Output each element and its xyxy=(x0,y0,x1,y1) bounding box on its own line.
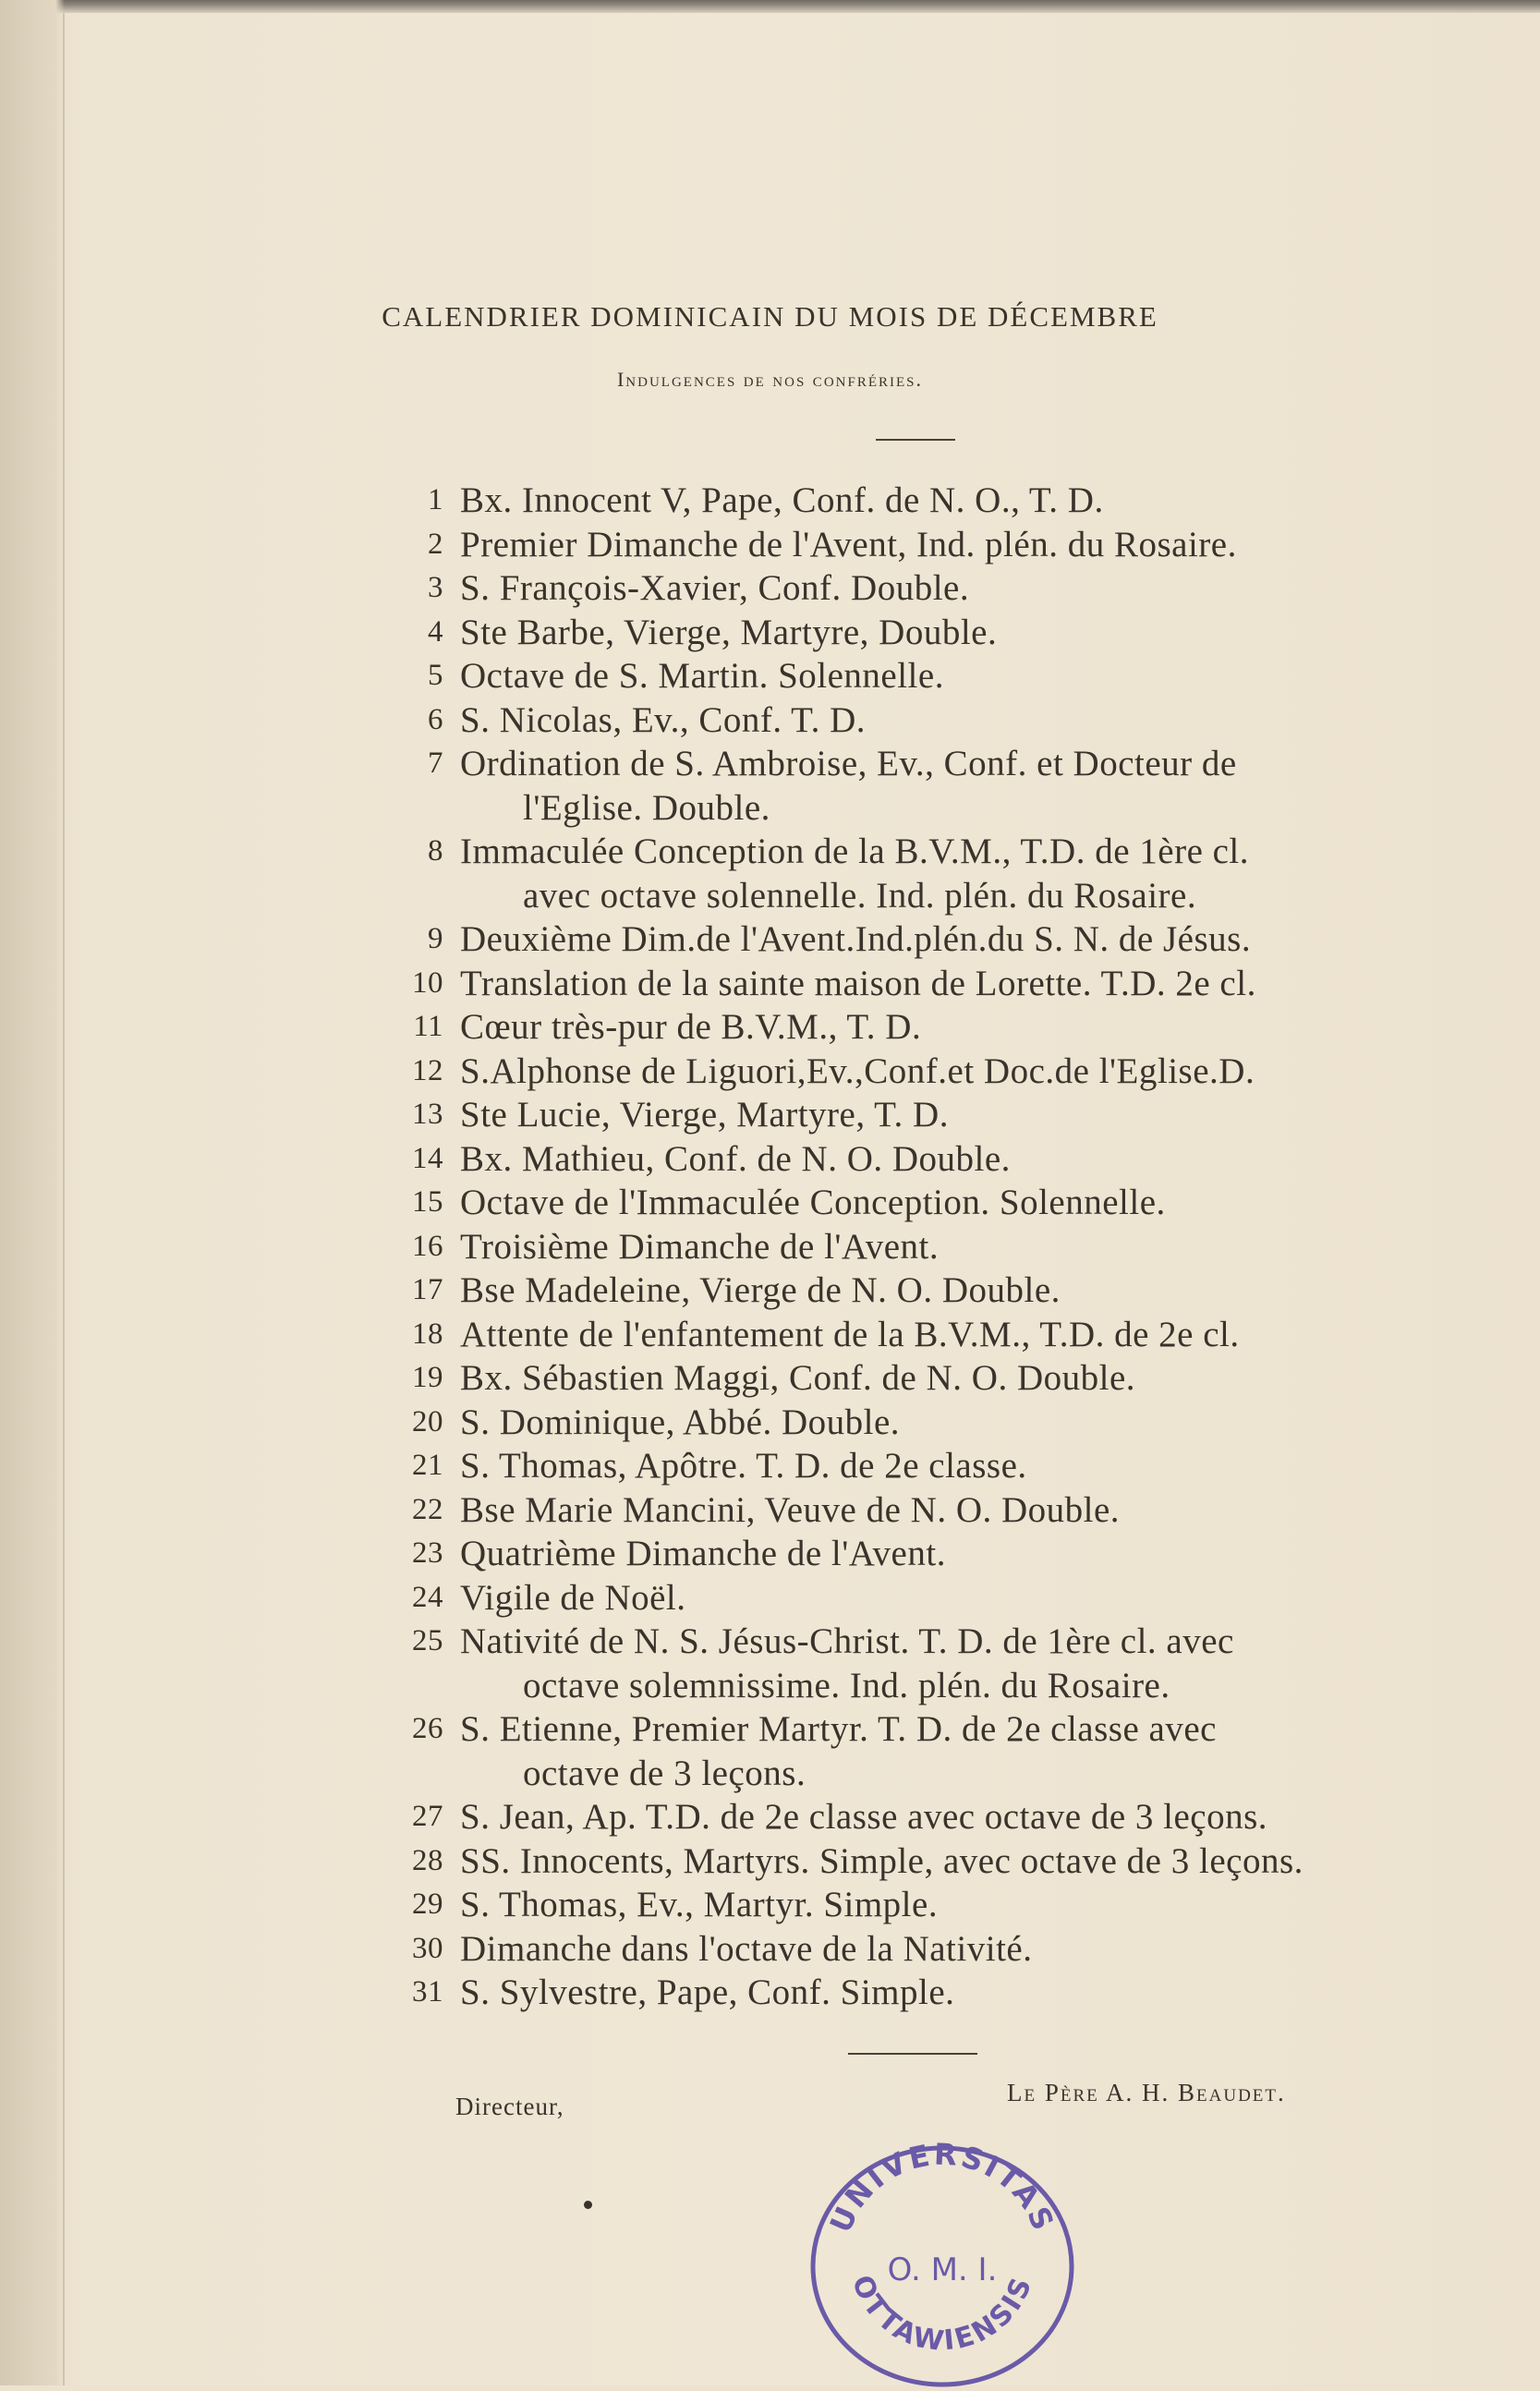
entry-day: 14 xyxy=(412,1141,443,1175)
entry-day: 15 xyxy=(412,1185,443,1219)
entry-text xyxy=(460,830,1467,917)
entry-text xyxy=(460,1005,1467,1050)
entry-day: 27 xyxy=(412,1800,443,1833)
entry-text xyxy=(460,1137,1467,1182)
entry-day: 21 xyxy=(412,1449,443,1482)
calendar-list xyxy=(383,479,1473,2015)
entry-line: Deuxième Dim.de l'Avent.Ind.plén.du S. N. de Jésus. xyxy=(460,919,1252,959)
calendar-entry xyxy=(383,1137,1473,1182)
calendar-entry xyxy=(383,962,1473,1006)
entry-line: Octave de S. Martin. Solennelle. xyxy=(460,656,944,696)
director-label: Directeur, xyxy=(455,2093,564,2120)
entry-text xyxy=(460,1883,1467,1927)
calendar-entry xyxy=(383,1005,1473,1050)
entry-line: Bx. Sébastien Maggi, Conf. de N. O. Double. xyxy=(460,1358,1136,1398)
entry-day: 8 xyxy=(428,834,443,868)
entry-text xyxy=(460,1532,1467,1576)
signature: Le Père A. H. Beaudet. xyxy=(1007,2079,1286,2106)
calendar-entry xyxy=(383,1488,1473,1533)
entry-text xyxy=(460,1225,1467,1269)
stamp-bottom-text: OTTAWIENSIS xyxy=(844,2270,1040,2359)
entry-line: Ste Lucie, Vierge, Martyre, T. D. xyxy=(460,1095,949,1135)
entry-day: 19 xyxy=(412,1361,443,1394)
entry-text xyxy=(460,1971,1467,2015)
entry-line: Translation de la sainte maison de Lorette. T.D. 2e cl. xyxy=(460,963,1256,1003)
entry-line: Vigile de Noël. xyxy=(460,1577,686,1618)
entry-day: 12 xyxy=(412,1053,443,1087)
title-divider xyxy=(876,439,955,441)
entry-text xyxy=(460,654,1467,698)
entry-day: 29 xyxy=(412,1887,443,1921)
entry-text xyxy=(460,1488,1467,1533)
entry-text xyxy=(460,1093,1467,1137)
calendar-entry xyxy=(383,1181,1473,1225)
entry-line: Nativité de N. S. Jésus-Christ. T. D. de 1ère cl. avec xyxy=(460,1621,1234,1661)
entry-day: 24 xyxy=(412,1580,443,1614)
entry-day: 5 xyxy=(428,659,443,692)
entry-day: 20 xyxy=(412,1404,443,1438)
entry-day: 18 xyxy=(412,1317,443,1351)
entry-line: Troisième Dimanche de l'Avent. xyxy=(460,1226,940,1267)
entry-line: SS. Innocents, Martyrs. Simple, avec octave de 3 leçons. xyxy=(460,1840,1304,1881)
entry-day: 22 xyxy=(412,1492,443,1526)
calendar-entry xyxy=(383,1313,1473,1357)
entry-text xyxy=(460,523,1467,567)
entry-day: 13 xyxy=(412,1098,443,1131)
entry-text xyxy=(460,1795,1467,1839)
page-subtitle: Indulgences de nos confréries. xyxy=(616,368,923,391)
calendar-entry xyxy=(383,523,1473,567)
calendar-entry xyxy=(383,611,1473,655)
entry-line: S. François-Xavier, Conf. Double. xyxy=(460,568,970,608)
entry-line: S. Sylvestre, Pape, Conf. Simple. xyxy=(460,1972,955,2012)
entry-line: S. Dominique, Abbé. Double. xyxy=(460,1402,901,1442)
entry-line: S.Alphonse de Liguori,Ev.,Conf.et Doc.de l'Eglise.D. xyxy=(460,1050,1255,1091)
calendar-entry xyxy=(383,742,1473,830)
entry-day: 23 xyxy=(412,1536,443,1570)
page-top-edge xyxy=(0,0,1540,13)
entry-line: Bse Madeleine, Vierge de N. O. Double. xyxy=(460,1270,1061,1310)
stamp-center-text: O. M. I. xyxy=(887,2251,998,2288)
calendar-entry xyxy=(383,1839,1473,1884)
entry-text xyxy=(460,1839,1467,1884)
calendar-entry xyxy=(383,1093,1473,1137)
entry-day: 31 xyxy=(412,1975,443,2009)
entry-text xyxy=(460,742,1467,830)
calendar-entry xyxy=(383,479,1473,523)
calendar-entry xyxy=(383,1707,1473,1795)
calendar-entry xyxy=(383,1268,1473,1313)
entry-text xyxy=(460,1707,1467,1795)
entry-text xyxy=(460,1356,1467,1401)
entry-line: S. Nicolas, Ev., Conf. T. D. xyxy=(460,699,867,740)
entry-text xyxy=(460,698,1467,743)
entry-day: 17 xyxy=(412,1273,443,1306)
footer-divider xyxy=(848,2053,977,2055)
entry-line: Dimanche dans l'octave de la Nativité. xyxy=(460,1928,1033,1969)
entry-continuation: octave de 3 leçons. xyxy=(523,1753,806,1793)
entry-line: S. Jean, Ap. T.D. de 2e classe avec octave de 3 leçons. xyxy=(460,1797,1268,1837)
entry-text xyxy=(460,479,1467,523)
calendar-entry xyxy=(383,1971,1473,2015)
entry-text xyxy=(460,1444,1467,1488)
calendar-entry xyxy=(383,1883,1473,1927)
entry-text xyxy=(460,1313,1467,1357)
calendar-entry xyxy=(383,698,1473,743)
entry-line: Cœur très-pur de B.V.M., T. D. xyxy=(460,1007,922,1047)
entry-text xyxy=(460,1050,1467,1094)
entry-text xyxy=(460,1576,1467,1620)
page-title: CALENDRIER DOMINICAIN DU MOIS DE DÉCEMBRE xyxy=(382,300,1158,333)
entry-day: 16 xyxy=(412,1229,443,1263)
page-left-edge xyxy=(0,0,65,2385)
calendar-entry xyxy=(383,566,1473,611)
entry-line: Immaculée Conception de la B.V.M., T.D. de 1ère cl. xyxy=(460,831,1250,871)
entry-day: 7 xyxy=(428,746,443,780)
entry-text xyxy=(460,1181,1467,1225)
entry-line: Ordination de S. Ambroise, Ev., Conf. et Docteur de xyxy=(460,744,1237,783)
entry-day: 25 xyxy=(412,1624,443,1657)
calendar-entry xyxy=(383,917,1473,962)
entry-continuation: l'Eglise. Double. xyxy=(523,787,770,828)
library-stamp xyxy=(794,2114,1090,2391)
entry-text xyxy=(460,611,1467,655)
entry-line: Octave de l'Immaculée Conception. Solennelle. xyxy=(460,1183,1166,1222)
ink-dot xyxy=(584,2201,592,2209)
entry-day: 10 xyxy=(412,965,443,1000)
entry-line: S. Thomas, Ev., Martyr. Simple. xyxy=(460,1885,939,1924)
entry-line: Bx. Innocent V, Pape, Conf. de N. O., T. D. xyxy=(460,480,1104,520)
calendar-entry xyxy=(383,654,1473,698)
calendar-entry xyxy=(383,1401,1473,1445)
calendar-entry xyxy=(383,1356,1473,1401)
entry-text xyxy=(460,1927,1467,1972)
calendar-entry xyxy=(383,1444,1473,1488)
stamp-top-text: UNIVERSITAS xyxy=(822,2136,1062,2238)
calendar-entry xyxy=(383,1225,1473,1269)
entry-text xyxy=(460,917,1467,962)
entry-day: 6 xyxy=(428,702,443,736)
entry-text xyxy=(460,1268,1467,1313)
entry-text xyxy=(460,1620,1467,1707)
entry-text xyxy=(460,1401,1467,1445)
calendar-entry xyxy=(383,830,1473,917)
entry-line: S. Thomas, Apôtre. T. D. de 2e classe. xyxy=(460,1446,1027,1486)
entry-day: 4 xyxy=(428,614,443,649)
entry-day: 11 xyxy=(413,1010,443,1043)
entry-text xyxy=(460,566,1467,611)
entry-day: 1 xyxy=(428,483,443,516)
entry-line: Ste Barbe, Vierge, Martyre, Double. xyxy=(460,612,998,652)
calendar-entry xyxy=(383,1050,1473,1094)
calendar-entry xyxy=(383,1927,1473,1972)
entry-continuation: octave solemnissime. Ind. plén. du Rosaire. xyxy=(523,1665,1170,1705)
entry-continuation: avec octave solennelle. Ind. plén. du Rosaire. xyxy=(523,875,1197,916)
entry-text xyxy=(460,962,1467,1006)
entry-line: Quatrième Dimanche de l'Avent. xyxy=(460,1534,946,1573)
entry-line: Bse Marie Mancini, Veuve de N. O. Double. xyxy=(460,1489,1121,1530)
entry-day: 3 xyxy=(428,571,443,604)
entry-day: 2 xyxy=(428,527,443,561)
entry-day: 26 xyxy=(412,1712,443,1745)
entry-day: 28 xyxy=(412,1843,443,1877)
entry-line: S. Etienne, Premier Martyr. T. D. de 2e classe avec xyxy=(460,1709,1217,1749)
calendar-entry xyxy=(383,1620,1473,1707)
entry-line: Bx. Mathieu, Conf. de N. O. Double. xyxy=(460,1138,1011,1179)
entry-line: Premier Dimanche de l'Avent, Ind. plén. du Rosaire. xyxy=(460,524,1237,564)
calendar-entry xyxy=(383,1795,1473,1839)
calendar-entry xyxy=(383,1532,1473,1576)
entry-day: 30 xyxy=(412,1931,443,1965)
calendar-entry xyxy=(383,1576,1473,1620)
entry-line: Attente de l'enfantement de la B.V.M., T.D. de 2e cl. xyxy=(460,1314,1240,1354)
entry-day: 9 xyxy=(428,922,443,955)
